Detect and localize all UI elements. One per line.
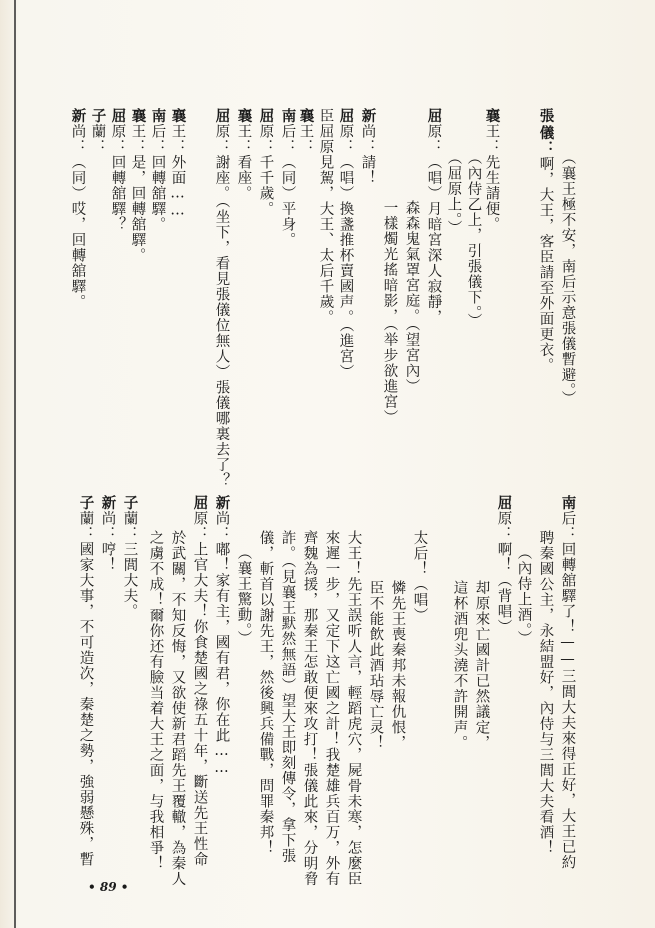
script-column: 屈原：（唱）換盞推杯賣國声。（進宮） xyxy=(337,108,355,380)
script-column: 齊魏為援，那秦王怎敢便來攻打！張儀此來，分明脅 xyxy=(301,530,318,887)
script-column: 之虜不成！爾你还有臉当着大王之面，与我相爭！ xyxy=(147,530,164,871)
script-column: 詐。（見襄王默然無語）望大王即刻傳令，拿下張 xyxy=(279,530,296,864)
script-column: 屈原：（唱）月暗宮深人寂靜， xyxy=(425,108,443,325)
script-column: 却原來亡國計已然議定， xyxy=(473,580,490,751)
script-column: 新尚：哼！ xyxy=(99,495,117,573)
script-column: 襄王：先生請便。 xyxy=(483,108,501,232)
script-column: 大王！先王誤听人言，輕蹈虎穴，屍骨未寒，怎麼臣 xyxy=(345,530,362,887)
script-column: （襄王驚動。） xyxy=(235,545,252,647)
script-column: 襄王：是，回轉舘驛。 xyxy=(129,108,147,263)
script-column: 襄王： xyxy=(297,108,315,155)
script-column: 新尚：（同）哎，回轉舘驛。 xyxy=(69,108,87,310)
script-column: 子蘭：三閭大夫。 xyxy=(121,495,139,619)
script-column: 儀，斬首以謝先王，然後興兵備戰，問罪秦邦！ xyxy=(257,530,274,856)
script-column: 新尚：請！ xyxy=(359,108,377,186)
script-column: 儀：啊，大王，客臣請至外面更衣。 xyxy=(537,125,555,373)
script-column: 子蘭：國家大事，不可造次，秦楚之勢，強弱懸殊，暫 xyxy=(77,495,95,867)
script-column: 臣不能飲此酒玷辱亡灵！ xyxy=(367,580,384,751)
script-column: 來遲一步，又定下这亡國之計！我楚雄兵百万，外有 xyxy=(323,530,340,887)
script-column: 一樣燭光搖暗影，（举步欲進宮） xyxy=(381,200,398,426)
script-column: （屈原上。） xyxy=(445,150,462,236)
script-column: 子蘭： xyxy=(89,108,107,155)
script-column: 這杯酒兜头澆不許開声。 xyxy=(451,580,468,751)
script-column: 襄王：外面…… xyxy=(169,108,187,220)
script-column: 屈原：謝座。（坐下，看見張儀位無人）張儀哪裏去了？ xyxy=(213,108,231,489)
script-column: 憐先王喪秦邦未報仇恨， xyxy=(389,580,406,751)
page-spine-edge xyxy=(14,0,20,928)
script-column: 屈原：千千歲。 xyxy=(257,108,275,217)
script-column: 屈原：回轉舘驛？ xyxy=(109,108,127,232)
script-column: 太后！（唱） xyxy=(411,530,428,623)
script-column: （內侍乙上，引張儀下。） xyxy=(465,150,482,329)
script-column: 森森鬼氣罩宮庭。（望宮內） xyxy=(403,200,420,395)
script-column: 襄王：看座。 xyxy=(235,108,253,201)
script-column: 屈原：上官大夫！你食楚國之祿五十年，斷送先王性命 xyxy=(191,495,209,867)
script-column: 於武關，不知反悔，又欲使新君蹈先王覆轍，為秦人 xyxy=(169,530,186,887)
script-column: 南后：回轉舘驛。 xyxy=(149,108,167,232)
script-column: 屈原：啊！（背唱） xyxy=(495,495,513,635)
script-column: 臣屈原見駕，大王、太后千歲。 xyxy=(317,108,334,325)
script-column: 新尚：嘟！家有主，國有君，你在此…… xyxy=(213,495,231,777)
script-column: 張 xyxy=(537,108,555,124)
script-column: （襄王極不安，南后示意張儀暫避。） xyxy=(559,150,576,407)
script-column: （內侍上酒。） xyxy=(515,545,532,647)
page-number: • 89 • xyxy=(88,880,129,894)
script-column: 南后：（同）平身。 xyxy=(279,108,297,248)
script-column: 聘秦國公主，永結盟好，內侍与三閭大夫看酒！ xyxy=(537,530,554,856)
script-column: 南后：回轉舘驛了！——三閭大夫來得正好，大王已約 xyxy=(559,495,577,870)
